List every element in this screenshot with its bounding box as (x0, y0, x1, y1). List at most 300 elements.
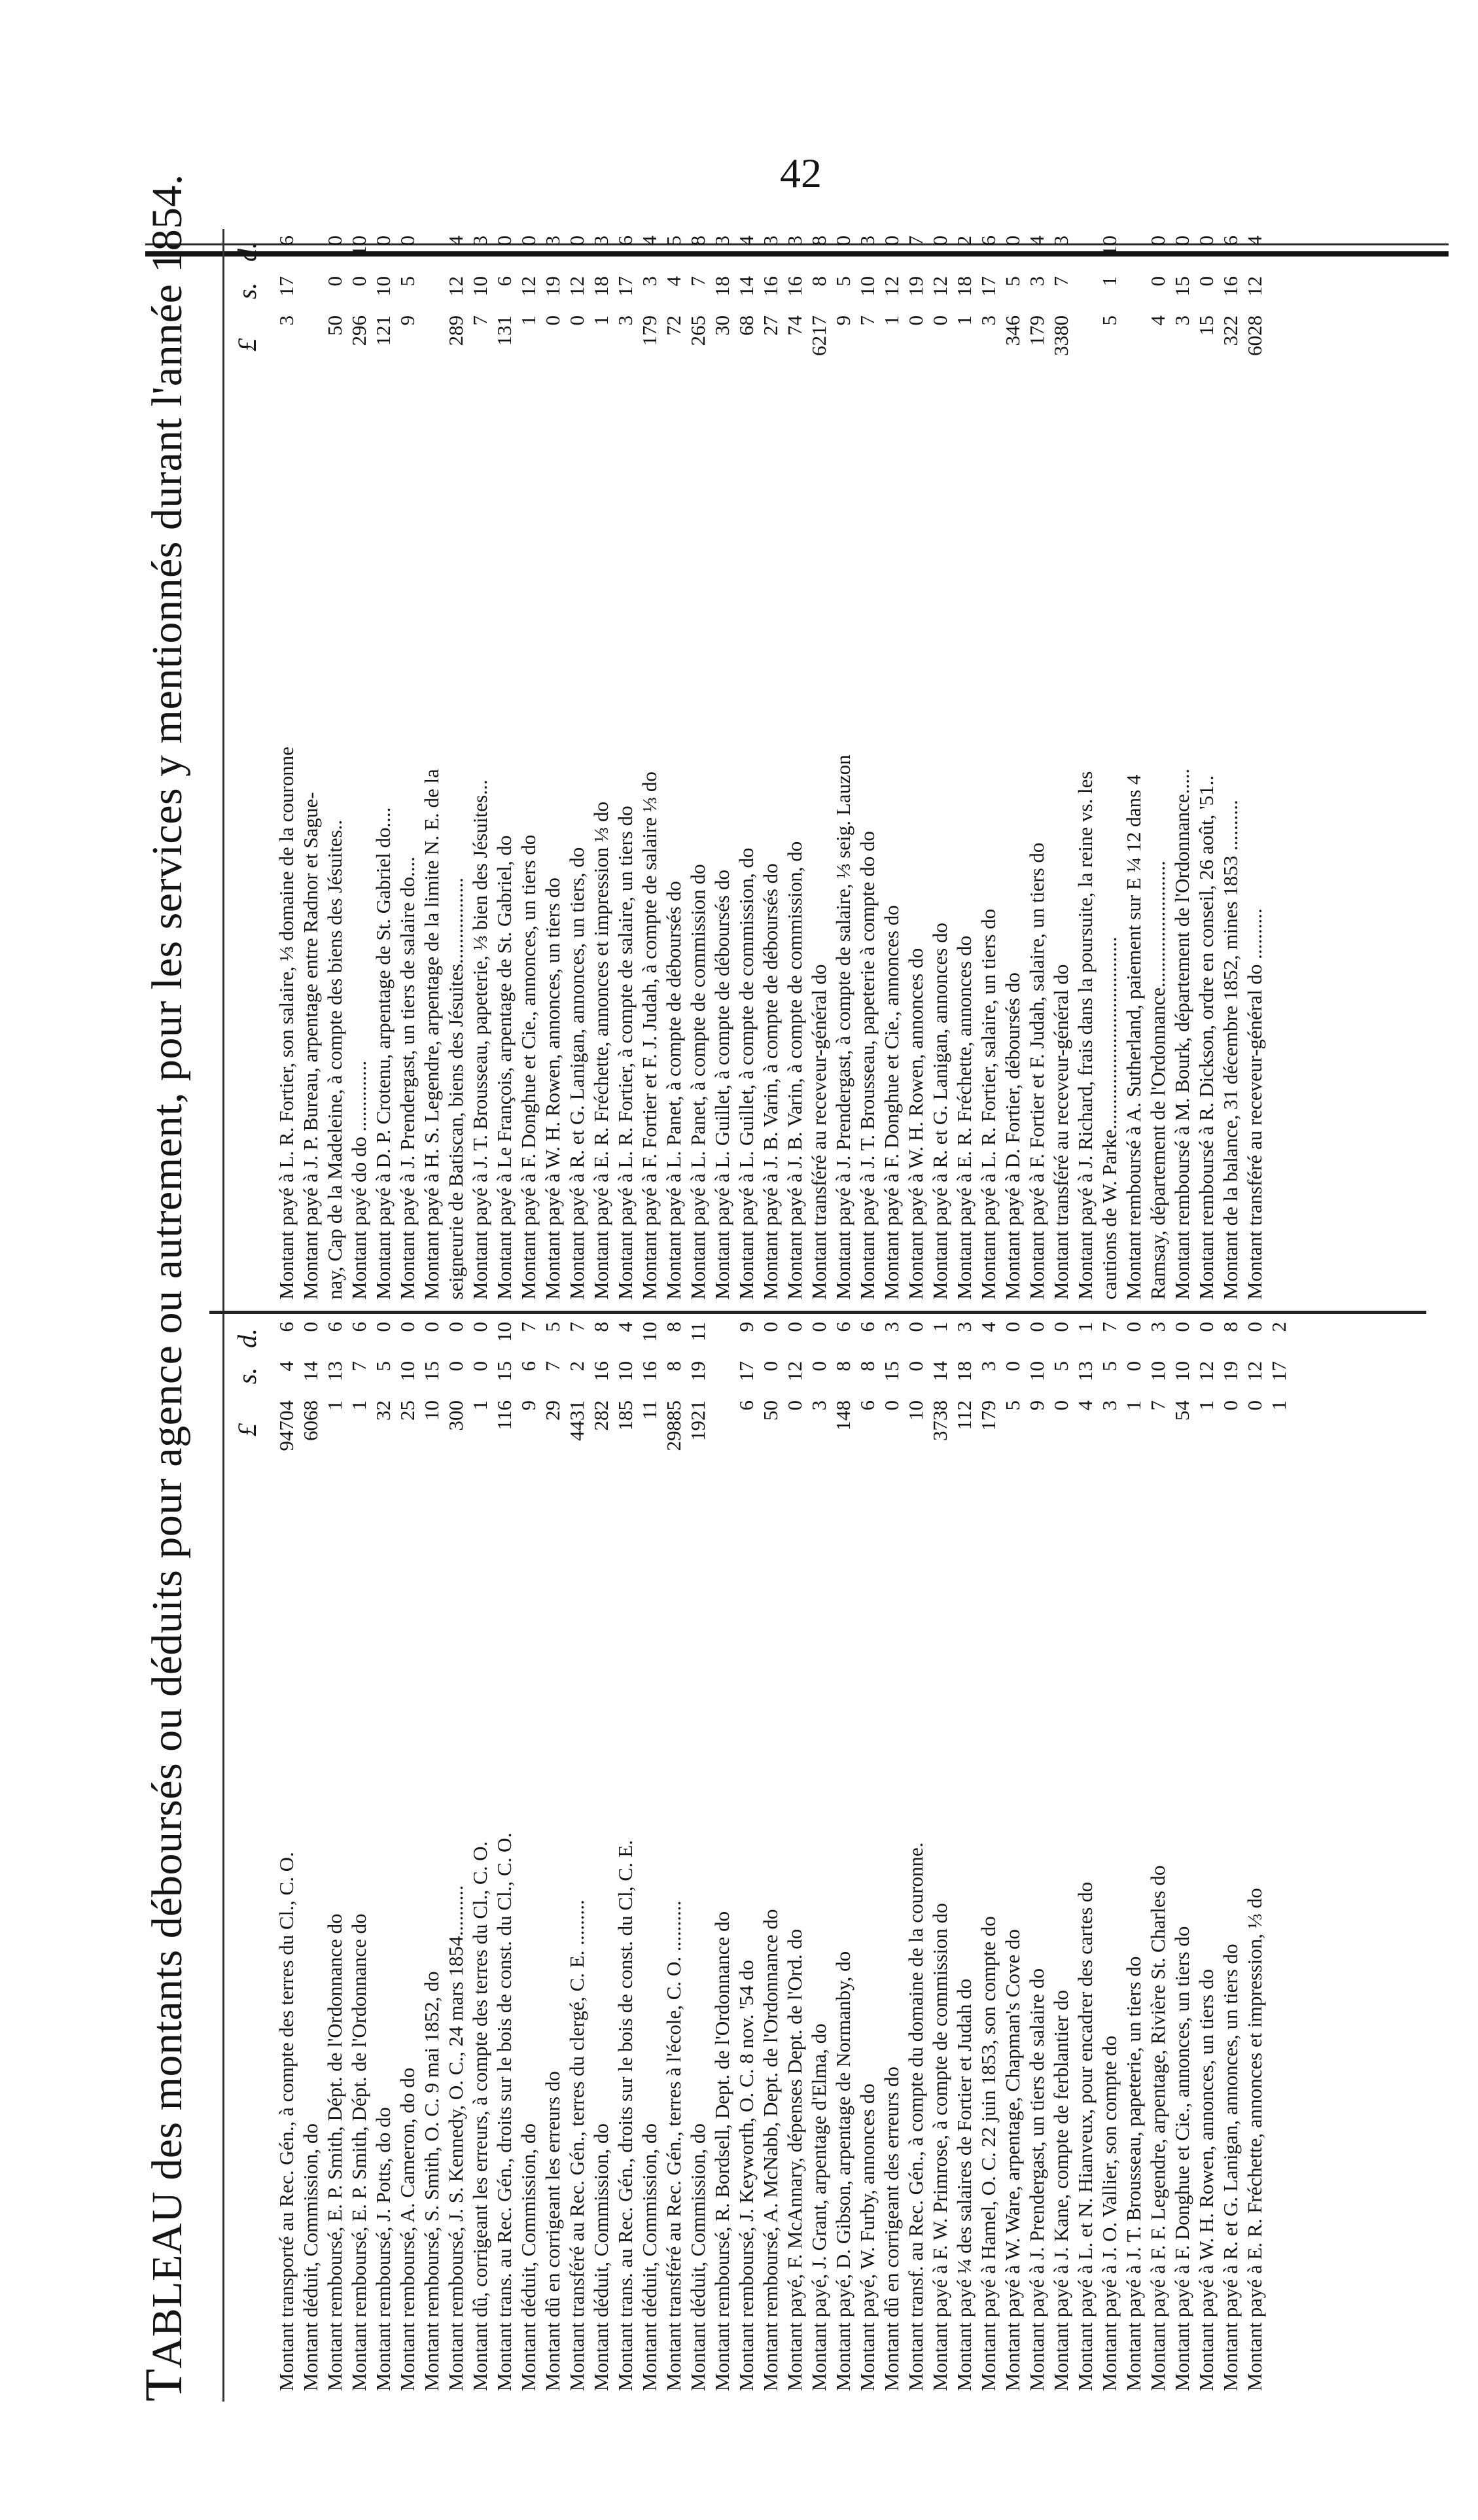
table-row (517, 1315, 540, 2402)
shillings-amount: 14 (735, 276, 758, 296)
pence-amount: 10 (347, 236, 370, 256)
shillings-amount: 17 (614, 276, 637, 296)
shillings-amount: 17 (275, 276, 298, 296)
table-row (662, 229, 685, 1310)
table-row (1146, 229, 1169, 1310)
shillings-amount: 10 (1025, 1361, 1048, 1381)
pounds-amount: 1 (589, 315, 612, 326)
shillings-amount: 8 (832, 1361, 854, 1372)
pounds-amount: 0 (541, 315, 564, 326)
row-description: Montant payé, D. Gibson, arpentage de Normanby, do (832, 1951, 854, 2391)
table-row (372, 229, 395, 1310)
shillings-amount: 16 (759, 276, 782, 296)
shillings-amount: 16 (783, 276, 806, 296)
pounds-amount: 131 (493, 315, 516, 346)
table-top-rule (222, 229, 224, 2402)
pounds-amount: 30 (711, 315, 733, 336)
pence-amount: 0 (759, 1322, 782, 1332)
pence-amount: 7 (565, 1322, 588, 1332)
pounds-amount: 3738 (928, 1400, 951, 1441)
pounds-header: £ (232, 1423, 262, 1436)
shillings-amount: 13 (323, 1361, 346, 1381)
left-column-headers (229, 1315, 263, 2402)
pounds-amount: 29 (541, 1400, 564, 1421)
pence-amount: 4 (735, 236, 758, 246)
table-row (589, 229, 612, 1310)
table-row (347, 229, 370, 1310)
shillings-amount: 17 (1267, 1361, 1290, 1381)
shillings-amount: 7 (686, 276, 709, 287)
shillings-amount: 18 (589, 276, 612, 296)
row-description: Montant payé à L. R. Fortier, à compte de salaire, un tiers do (614, 806, 637, 1300)
pounds-amount: 9 (517, 1400, 540, 1411)
row-description: Montant payé à R. et G. Lanigan, annonces, un tiers, do (565, 847, 588, 1300)
pence-amount: 0 (807, 1322, 830, 1332)
shillings-amount: 0 (1195, 276, 1218, 287)
row-description: Montant remboursé, A. McNabb, Dept. de l'Ordonnance do (759, 1909, 782, 2391)
row-description: Montant remboursé à A. Sutherland, paiement sur E ¼ 12 dans 4 (1122, 774, 1145, 1300)
row-description: Montant payé à J. Richard, frais dans la poursuite, la reine vs. les (1074, 771, 1097, 1300)
pence-amount: 0 (1025, 1322, 1048, 1332)
table-row (1195, 229, 1218, 1310)
table-row (807, 1315, 830, 2402)
row-description: Montant payé à L. Panet, à compte de déboursés do (662, 881, 685, 1300)
shillings-amount: 10 (468, 276, 491, 296)
pence-amount: 7 (517, 1322, 540, 1332)
pence-amount: 8 (686, 236, 709, 246)
pounds-amount: 0 (1049, 1400, 1072, 1411)
row-description: Montant payé à Le François, arpentage de St. Gabriel, do (493, 835, 516, 1300)
shillings-amount: 15 (420, 1361, 443, 1381)
shillings-amount: 4 (662, 276, 685, 287)
row-description: nay, Cap de la Madeleine, à compte des biens des Jésuites.. (323, 819, 346, 1300)
row-description: Montant payé à J. T. Brousseau, papeterie, ⅓ bien des Jésuites... (468, 779, 491, 1300)
pence-amount: 2 (1267, 1322, 1290, 1332)
row-description: Montant transféré au receveur-général do .......... (1243, 908, 1266, 1300)
pounds-amount: 25 (396, 1400, 419, 1421)
pounds-header: £ (232, 338, 262, 351)
row-description: Montant payé ¼ des salaires de Fortier et Judah do (953, 1978, 976, 2391)
shillings-amount: 16 (1219, 276, 1242, 296)
row-description: Montant payé à L. Guillet, à compte de déboursés do (711, 870, 733, 1300)
shillings-amount: 7 (1049, 276, 1072, 287)
table-row (856, 1315, 879, 2402)
shillings-amount: 0 (904, 1361, 927, 1372)
shillings-amount: 15 (493, 1361, 516, 1381)
right-column-headers (229, 229, 263, 1310)
table-row (783, 1315, 806, 2402)
row-description: Montant payé do do .............. (347, 1060, 370, 1300)
table-row (759, 229, 782, 1310)
shillings-amount: 0 (1146, 276, 1169, 287)
shillings-amount: 0 (1001, 1361, 1024, 1372)
pence-amount: 0 (468, 1322, 491, 1332)
table-row (1267, 1315, 1290, 2402)
row-description: Montant déduit, Commission, do (638, 2123, 661, 2391)
pence-amount: 0 (517, 236, 540, 246)
row-description: Montant payé à E. R. Fréchette, annonces et impression ⅓ do (589, 801, 612, 1300)
table-row (614, 1315, 637, 2402)
pounds-amount: 7 (1146, 1400, 1169, 1411)
table-row (1170, 229, 1193, 1310)
shillings-amount: 0 (807, 1361, 830, 1372)
table-row (347, 1315, 370, 2402)
pounds-amount: 6 (856, 1400, 879, 1411)
pence-amount: 0 (1001, 1322, 1024, 1332)
row-description: Montant payé à J. Kane, compte de ferblantier do (1049, 1990, 1072, 2391)
shillings-amount: 18 (953, 276, 976, 296)
table-row (565, 229, 588, 1310)
pence-amount: 0 (372, 236, 395, 246)
row-description: Montant remboursé, A. Cameron, do do (396, 2067, 419, 2391)
shillings-amount: 5 (1001, 276, 1024, 287)
pounds-amount: 1 (880, 315, 903, 326)
row-description: Montant payé à J. P. Bureau, arpentage entre Radnor et Sague- (299, 792, 322, 1300)
shillings-amount: 5 (1049, 1361, 1072, 1372)
table-row (444, 1315, 467, 2402)
pence-amount: 0 (420, 1322, 443, 1332)
shillings-amount: 7 (541, 1361, 564, 1372)
pounds-amount: 1 (517, 315, 540, 326)
pounds-amount: 3380 (1049, 315, 1072, 356)
table-row (468, 1315, 491, 2402)
table-row (420, 229, 443, 1310)
pounds-amount: 5 (1001, 1400, 1024, 1411)
pence-amount: 3 (1049, 236, 1072, 246)
table-row (468, 229, 491, 1310)
pounds-amount: 179 (977, 1400, 1000, 1431)
pounds-amount: 10 (904, 1400, 927, 1421)
pence-amount: 6 (347, 1322, 370, 1332)
row-description: Montant payé à F. Donghue et Cie., annonces, un tiers do (517, 834, 540, 1300)
shillings-amount: 12 (1195, 1361, 1218, 1381)
pounds-amount: 0 (928, 315, 951, 326)
shillings-amount: 15 (880, 1361, 903, 1381)
row-description: Montant transf. au Rec. Gén., à compte du domaine de la couronne. (904, 1842, 927, 2391)
pounds-amount: 10 (420, 1400, 443, 1421)
table-row (323, 229, 346, 1310)
pence-amount: 0 (444, 1322, 467, 1332)
pounds-amount: 6 (735, 1400, 758, 1411)
pence-amount: 0 (783, 1322, 806, 1332)
shillings-amount: 8 (856, 1361, 879, 1372)
row-description: Montant remboursé, S. Smith, O. C. 9 mai 1852, do (420, 1971, 443, 2391)
pence-amount: 6 (275, 1322, 298, 1332)
table-row (541, 229, 564, 1310)
shillings-amount: 12 (1243, 1361, 1266, 1381)
row-description: Montant payé, J. Grant, arpentage d'Elma, do (807, 2023, 830, 2391)
table-row (783, 229, 806, 1310)
pence-amount: 0 (372, 1322, 395, 1332)
shillings-amount: 3 (638, 276, 661, 287)
pence-amount: 11 (686, 1322, 709, 1341)
pence-amount: 3 (711, 236, 733, 246)
shillings-amount: 17 (977, 276, 1000, 296)
row-description: Montant déduit, Commission, do (517, 2123, 540, 2391)
shillings-amount: 19 (1219, 1361, 1242, 1381)
pounds-amount: 4 (1074, 1400, 1097, 1411)
pounds-amount: 0 (904, 315, 927, 326)
pounds-amount: 94704 (275, 1400, 298, 1451)
row-description: Montant remboursé, E. P. Smith, Dépt. de l'Ordonnance do (347, 1913, 370, 2391)
pounds-amount: 289 (444, 315, 467, 346)
table-row (396, 229, 419, 1310)
row-description: cautions de W. Parke...................................... (1098, 936, 1121, 1300)
row-description: Montant payé à J. O. Vallier, son compte do (1098, 2035, 1121, 2391)
row-description: Montant payé à J. Prendergast, à compte de salaire, ⅓ seig. Lauzon (832, 754, 854, 1300)
pence-amount: 0 (396, 236, 419, 246)
table-row (953, 1315, 976, 2402)
shillings-amount: 6 (517, 1361, 540, 1372)
pence-amount: 8 (662, 1322, 685, 1332)
pence-amount: 4 (614, 1322, 637, 1332)
shillings-amount: 12 (880, 276, 903, 296)
shillings-amount: 12 (1243, 276, 1266, 296)
pounds-amount: 185 (614, 1400, 637, 1431)
pence-amount: 0 (1146, 236, 1169, 246)
pounds-amount: 112 (953, 1400, 976, 1430)
row-description: Montant remboursé, R. Bordsell, Dept. de l'Ordonnance do (711, 1911, 733, 2391)
left-ledger-block (229, 1315, 1426, 2402)
table-row (275, 229, 298, 1310)
pence-amount: 3 (880, 1322, 903, 1332)
pounds-amount: 148 (832, 1400, 854, 1431)
row-description: Montant payé à D. P. Crotenu, arpentage de St. Gabriel do.... (372, 807, 395, 1300)
row-description: Montant remboursé à M. Bourk, département de l'Ordonnance..... (1170, 768, 1193, 1300)
pence-amount: 0 (1195, 1322, 1218, 1332)
pence-amount: 0 (493, 236, 516, 246)
row-description: Montant payé à E. R. Fréchette, annonces do (953, 935, 976, 1300)
table-row (1025, 1315, 1048, 2402)
page-number: 42 (780, 150, 822, 196)
table-row (1219, 1315, 1242, 2402)
row-description: Montant déduit, Commission, do (589, 2123, 612, 2391)
shillings-amount: 10 (396, 1361, 419, 1381)
shillings-amount: 7 (347, 1361, 370, 1372)
row-description: Montant payé à F. W. Primrose, à compte de commission do (928, 1903, 951, 2391)
shillings-amount: 0 (444, 1361, 467, 1372)
pounds-amount: 121 (372, 315, 395, 346)
pence-amount: 3 (1146, 1322, 1169, 1332)
row-description: Montant payé à L. R. Fortier, son salaire, ⅓ domaine de la couronne (275, 747, 298, 1300)
pence-amount: 2 (953, 236, 976, 246)
shillings-amount: 10 (372, 276, 395, 296)
pence-amount: 8 (589, 1322, 612, 1332)
row-description: Montant payé, W. Furby, annonces do (856, 2084, 879, 2391)
pence-amount: 3 (541, 236, 564, 246)
shillings-amount: 5 (396, 276, 419, 287)
pounds-amount: 9 (832, 315, 854, 326)
table-row (928, 1315, 951, 2402)
pence-amount: 3 (783, 236, 806, 246)
pence-amount: 0 (565, 236, 588, 246)
shillings-amount: 18 (711, 276, 733, 296)
row-description: Montant payé à F. Donghue et Cie., annonces do (880, 905, 903, 1300)
pence-amount: 4 (1025, 236, 1048, 246)
shillings-amount: 5 (1098, 1361, 1121, 1372)
pounds-amount: 74 (783, 315, 806, 336)
pence-amount: 7 (904, 236, 927, 246)
pounds-amount: 6217 (807, 315, 830, 356)
pence-amount: 3 (468, 236, 491, 246)
shillings-amount: 12 (517, 276, 540, 296)
row-description: Ramsay, département de l'Ordonnance......................... (1146, 861, 1169, 1300)
row-description: Montant payé à L. R. Fortier, salaire, un tiers do (977, 908, 1000, 1300)
pence-amount: 4 (1243, 236, 1266, 246)
pence-amount: 7 (1098, 1322, 1121, 1332)
shillings-amount: 0 (1122, 1361, 1145, 1372)
table-row (541, 1315, 564, 2402)
table-row (662, 1315, 685, 2402)
row-description: Montant transporté au Rec. Gén., à compte des terres du Cl., C. O. (275, 1852, 298, 2391)
pounds-amount: 0 (1243, 1400, 1266, 1411)
pounds-amount: 3 (977, 315, 1000, 326)
pence-amount: 6 (323, 1322, 346, 1332)
table-row (832, 229, 854, 1310)
table-row (444, 229, 467, 1310)
table-row (977, 1315, 1000, 2402)
pence-amount: 8 (807, 236, 830, 246)
shillings-amount: 12 (928, 276, 951, 296)
pounds-amount: 72 (662, 315, 685, 336)
pounds-amount: 116 (493, 1400, 516, 1430)
pence-amount: 3 (856, 236, 879, 246)
row-description: Montant payé à J. Prendergast, un tiers de salaire do (1025, 1968, 1048, 2391)
pounds-amount: 11 (638, 1400, 661, 1420)
table-row (493, 229, 516, 1310)
pounds-amount: 9 (1025, 1400, 1048, 1411)
row-description: Montant payé à E. R. Fréchette, annonces et impression, ⅓ do (1243, 1888, 1266, 2391)
title-first-letter: T (133, 2368, 193, 2402)
table-row (299, 1315, 322, 2402)
shillings-amount: 3 (977, 1361, 1000, 1372)
row-description: Montant dû en corrigeant les erreurs do (541, 2071, 564, 2391)
pounds-amount: 27 (759, 315, 782, 336)
shillings-amount: 18 (953, 1361, 976, 1381)
pounds-amount: 3 (1098, 1400, 1121, 1411)
pence-amount: 0 (1195, 236, 1218, 246)
pounds-amount: 3 (614, 315, 637, 326)
shillings-amount: 4 (275, 1361, 298, 1372)
table-row (517, 229, 540, 1310)
pounds-amount: 3 (807, 1400, 830, 1411)
shillings-amount: 15 (1170, 276, 1193, 296)
table-row (735, 1315, 758, 2402)
pence-amount: 4 (977, 1322, 1000, 1332)
pence-amount: 8 (1219, 1322, 1242, 1332)
shillings-amount: 0 (347, 276, 370, 287)
pounds-amount: 29885 (662, 1400, 685, 1451)
pence-amount: 9 (735, 1322, 758, 1332)
pounds-amount: 50 (759, 1400, 782, 1421)
pence-amount: 0 (1170, 1322, 1193, 1332)
shillings-amount: 1 (1098, 276, 1121, 287)
row-description: Montant transféré au receveur-général do (1049, 964, 1072, 1300)
pounds-amount: 3 (1170, 315, 1193, 326)
row-description: Montant payé à H. S. Legendre, arpentage de la limite N. E. de la (420, 769, 443, 1300)
ledger-table (229, 229, 1426, 2402)
pounds-amount: 1 (1267, 1400, 1290, 1411)
shillings-amount: 12 (565, 276, 588, 296)
table-row (686, 1315, 709, 2402)
pence-amount: 10 (638, 1322, 661, 1342)
row-description: Montant payé à J. B. Varin, à compte de commission, do (783, 841, 806, 1300)
pounds-amount: 4 (1146, 315, 1169, 326)
pounds-amount: 1 (1122, 1400, 1145, 1411)
table-row (856, 229, 879, 1310)
row-description: Montant remboursé, J. S. Kennedy, O. C., 24 mars 1854.......... (444, 1885, 467, 2391)
pounds-amount: 0 (880, 1400, 903, 1411)
shillings-amount: 3 (1025, 276, 1048, 287)
table-row (299, 229, 322, 1310)
pounds-amount: 300 (444, 1400, 467, 1431)
table-row (953, 229, 976, 1310)
table-row (686, 229, 709, 1310)
table-row (372, 1315, 395, 2402)
row-description: Montant payé à J. B. Varin, à compte de déboursés do (759, 863, 782, 1300)
pence-header: d. (232, 1328, 262, 1348)
pence-amount: 3 (589, 236, 612, 246)
pence-amount: 0 (832, 236, 854, 246)
row-description: Montant trans. au Rec. Gén., droits sur le bois de const. du Cl, C. E. (614, 1839, 637, 2391)
pounds-amount: 296 (347, 315, 370, 346)
pence-amount: 1 (928, 1322, 951, 1332)
shillings-amount: 14 (299, 1361, 322, 1381)
pence-amount: 0 (1122, 1322, 1145, 1332)
row-description: Montant remboursé, J. Keyworth, O. C. 8 nov. '54 do (735, 1960, 758, 2391)
pounds-amount: 1921 (686, 1400, 709, 1441)
pounds-amount: 15 (1195, 315, 1218, 336)
pence-amount: 1 (1074, 1322, 1097, 1332)
pounds-amount: 50 (323, 315, 346, 336)
pence-amount: 6 (275, 236, 298, 246)
shillings-amount: 6 (493, 276, 516, 287)
row-description: Montant payé à L. et N. Hianveux, pour encadrer des cartes do (1074, 1881, 1097, 2391)
table-row (1122, 1315, 1145, 2402)
pence-amount: 0 (396, 1322, 419, 1332)
pence-amount: 6 (856, 1322, 879, 1332)
pounds-amount: 68 (735, 315, 758, 336)
pounds-amount: 1 (468, 1400, 491, 1411)
shillings-amount: 10 (1170, 1361, 1193, 1381)
shillings-header: s. (232, 282, 262, 300)
pence-amount: 3 (953, 1322, 976, 1332)
pence-amount: 6 (1219, 236, 1242, 246)
pounds-amount: 179 (638, 315, 661, 346)
row-description: Montant payé à F. F. Legendre, arpentage, Rivière St. Charles do (1146, 1865, 1169, 2391)
table-row (880, 229, 903, 1310)
table-row (420, 1315, 443, 2402)
row-description: Montant payé à W. H. Rowen, annonces, un tiers do (1195, 1969, 1218, 2391)
pence-amount: 0 (1001, 236, 1024, 246)
pence-amount: 4 (444, 236, 467, 246)
table-row (638, 1315, 661, 2402)
row-description: Montant payé à F. Fortier et F. J. Judah, à compte de salaire ⅓ do (638, 772, 661, 1300)
table-row (1243, 1315, 1266, 2402)
pounds-amount: 322 (1219, 315, 1242, 346)
pounds-amount: 32 (372, 1400, 395, 1421)
shillings-amount: 14 (928, 1361, 951, 1381)
pence-amount: 6 (977, 236, 1000, 246)
pence-amount: 6 (832, 1322, 854, 1332)
row-description: Montant payé, F. McAnnary, dépenses Dept. de l'Ord. do (783, 1928, 806, 2391)
shillings-amount: 8 (662, 1361, 685, 1372)
table-row (1146, 1315, 1169, 2402)
shillings-amount: 5 (372, 1361, 395, 1372)
pence-header: d. (232, 242, 262, 262)
pounds-amount: 7 (468, 315, 491, 326)
shillings-amount: 0 (468, 1361, 491, 1372)
